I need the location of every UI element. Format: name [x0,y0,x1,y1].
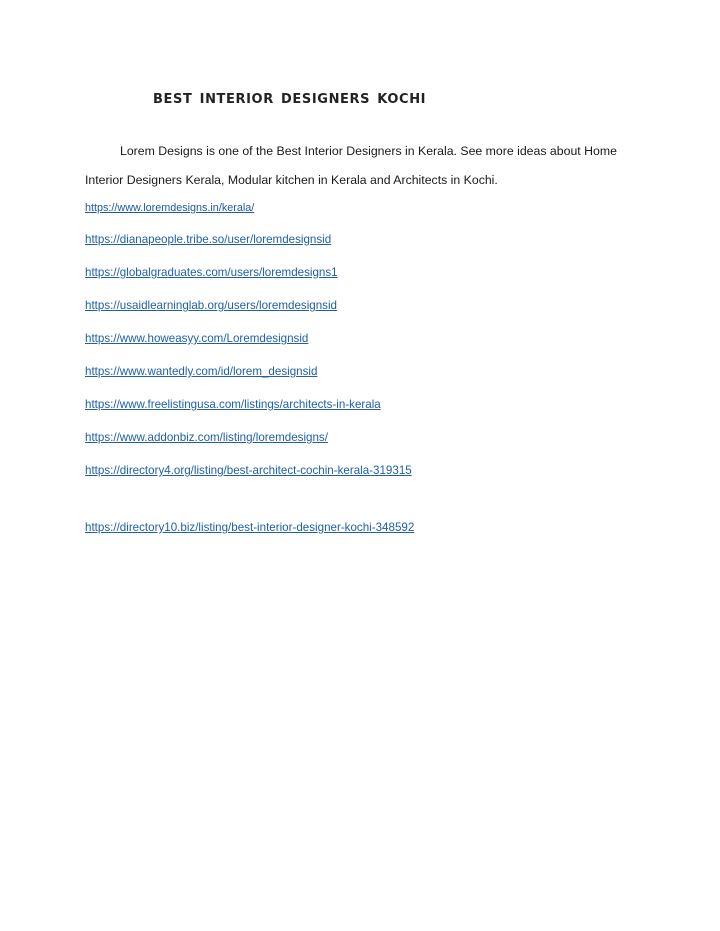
link-loremdesigns-kerala[interactable]: https://www.loremdesigns.in/kerala/ [85,202,255,214]
page-title: best interior designers kochi [153,86,427,108]
link-directory10[interactable]: https://directory10.biz/listing/best-interior-designer-kochi-348592 [85,521,415,534]
link-directory4[interactable]: https://directory4.org/listing/best-architect-cochin-kerala-319315 [85,464,412,477]
link-dianapeople[interactable]: https://dianapeople.tribe.so/user/loremdesignsid [85,233,332,246]
link-addonbiz[interactable]: https://www.addonbiz.com/listing/loremdesigns/ [85,431,328,444]
intro-paragraph: Lorem Designs is one of the Best Interior Designers in Kerala. See more ideas about Home Interior Designers Kerala, Modular kitchen in Kerala and Architects in Kochi. [85,144,617,187]
link-usaidlearninglab[interactable]: https://usaidlearninglab.org/users/loremdesignsid [85,299,337,312]
link-howeasyy[interactable]: https://www.howeasyy.com/Loremdesignsid [85,332,309,345]
link-freelistingusa[interactable]: https://www.freelistingusa.com/listings/architects-in-kerala [85,398,381,411]
link-globalgraduates[interactable]: https://globalgraduates.com/users/loremdesigns1 [85,266,338,279]
link-wantedly[interactable]: https://www.wantedly.com/id/lorem_designsid [85,365,318,378]
